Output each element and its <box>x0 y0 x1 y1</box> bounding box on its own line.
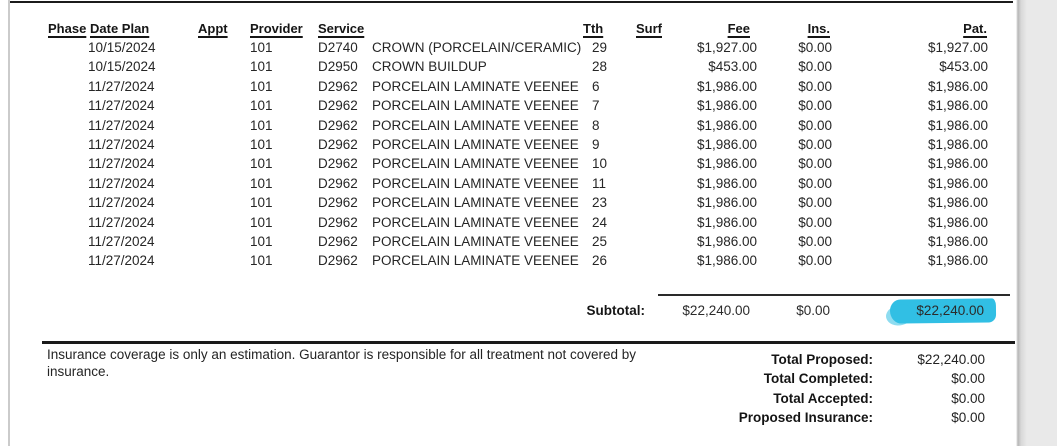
cell-surface <box>630 232 665 251</box>
cell-tooth: 29 <box>592 40 608 55</box>
cell-surface <box>630 57 665 76</box>
cell-fee: $1,986.00 <box>696 175 757 191</box>
disclaimer-line-2: insurance. <box>47 363 110 379</box>
cell-appt <box>166 213 250 232</box>
cell-service-desc: PORCELAIN LAMINATE VEENEE <box>372 253 579 269</box>
cell-phase <box>0 116 88 135</box>
cell-insurance: $0.00 <box>798 117 832 133</box>
cell-service-desc: PORCELAIN LAMINATE VEENEE <box>372 136 579 152</box>
cell-fee: $1,986.00 <box>696 98 757 114</box>
cell-insurance: $0.00 <box>798 195 832 211</box>
header-appt: Appt <box>198 21 228 36</box>
cell-phase <box>0 193 88 212</box>
header-surface: Surf <box>636 21 662 36</box>
subtotal-patient: $22,240.00 <box>916 303 984 318</box>
cell-patient: $1,927.00 <box>927 40 988 55</box>
cell-service-code: D2962 <box>318 117 358 133</box>
cell-fee: $1,986.00 <box>696 136 757 152</box>
cell-surface <box>630 135 665 154</box>
header-fee: Fee <box>727 21 750 36</box>
table-row <box>0 232 988 251</box>
cell-patient: $1,986.00 <box>927 98 988 114</box>
header-tooth: Tth <box>583 21 604 36</box>
disclaimer-line-1: Insurance coverage is only an estimation. Guarantor is responsible for all treatment not covered by <box>47 347 637 362</box>
cell-insurance: $0.00 <box>798 98 832 114</box>
cell-insurance: $0.00 <box>798 59 832 75</box>
table-row <box>0 251 988 270</box>
cell-provider: 101 <box>250 136 273 152</box>
cell-date-plan: 11/27/2024 <box>88 117 155 133</box>
cell-appt <box>166 193 250 212</box>
procedure-rows <box>0 38 988 271</box>
cell-surface <box>630 38 665 57</box>
header-provider: Provider <box>250 21 303 36</box>
cell-service-code: D2962 <box>318 98 358 114</box>
cell-provider: 101 <box>250 98 273 114</box>
cell-service-desc: PORCELAIN LAMINATE VEENEE <box>372 117 579 133</box>
cell-provider: 101 <box>250 175 273 191</box>
table-row <box>0 116 988 135</box>
cell-tooth: 25 <box>592 233 608 249</box>
cell-date-plan: 11/27/2024 <box>88 136 155 152</box>
cell-insurance: $0.00 <box>798 40 832 55</box>
cell-date-plan: 11/27/2024 <box>88 156 155 172</box>
cell-appt <box>166 116 250 135</box>
insurance-disclaimer <box>47 347 667 380</box>
total-proposed-row <box>700 350 985 369</box>
cell-date-plan: 11/27/2024 <box>88 98 155 114</box>
cell-patient: $1,986.00 <box>927 233 988 249</box>
cell-insurance: $0.00 <box>798 156 832 172</box>
cell-service-code: D2962 <box>318 253 358 269</box>
cell-surface <box>630 154 665 173</box>
total-proposed-value: $22,240.00 <box>917 352 985 367</box>
cell-date-plan: 11/27/2024 <box>88 195 155 211</box>
total-completed-value: $0.00 <box>951 371 985 387</box>
subtotal-label: Subtotal: <box>586 303 645 318</box>
cell-surface <box>630 251 665 270</box>
cell-tooth: 10 <box>592 156 608 172</box>
cell-fee: $1,986.00 <box>696 253 757 269</box>
cell-provider: 101 <box>250 233 273 249</box>
cell-date-plan: 11/27/2024 <box>88 233 155 249</box>
bottom-divider-rule <box>42 341 1015 344</box>
subtotal-insurance: $0.00 <box>796 303 830 318</box>
cell-provider: 101 <box>250 156 273 172</box>
cell-phase <box>0 57 88 76</box>
cell-service-code: D2962 <box>318 214 358 230</box>
cell-provider: 101 <box>250 195 273 211</box>
table-row <box>0 77 988 96</box>
cell-service-code: D2740 <box>318 40 358 55</box>
cell-service-desc: PORCELAIN LAMINATE VEENEE <box>372 233 579 249</box>
cell-date-plan: 11/27/2024 <box>88 175 155 191</box>
table-row <box>0 96 988 115</box>
cell-fee: $1,986.00 <box>696 195 757 211</box>
cell-surface <box>630 193 665 212</box>
total-accepted-value: $0.00 <box>951 390 985 406</box>
cell-phase <box>0 232 88 251</box>
table-row <box>0 213 988 232</box>
cell-service-code: D2962 <box>318 156 358 172</box>
cell-tooth: 24 <box>592 214 608 230</box>
table-row <box>0 38 988 57</box>
header-service: Service <box>318 21 365 36</box>
top-horizontal-rule <box>10 1 1013 3</box>
cell-service-desc: PORCELAIN LAMINATE VEENEE <box>372 175 579 191</box>
proposed-insurance-value: $0.00 <box>951 410 985 426</box>
cell-service-desc: PORCELAIN LAMINATE VEENEE <box>372 214 579 230</box>
table-row <box>0 135 988 154</box>
cell-patient: $1,986.00 <box>927 136 988 152</box>
cell-patient: $1,986.00 <box>927 117 988 133</box>
header-phase: Phase <box>48 21 87 36</box>
cell-appt <box>166 251 250 270</box>
cell-surface <box>630 77 665 96</box>
cell-service-desc: CROWN (PORCELAIN/CERAMIC) <box>372 40 582 55</box>
cell-phase <box>0 77 88 96</box>
total-accepted-row <box>700 389 985 408</box>
cell-appt <box>166 174 250 193</box>
cell-service-desc: CROWN BUILDUP <box>372 59 487 75</box>
cell-provider: 101 <box>250 253 273 269</box>
table-row <box>0 154 988 173</box>
cell-phase <box>0 154 88 173</box>
proposed-insurance-label: Proposed Insurance: <box>738 410 873 426</box>
cell-appt <box>166 57 250 76</box>
total-completed-label: Total Completed: <box>763 371 873 387</box>
cell-appt <box>166 232 250 251</box>
cell-date-plan: 11/27/2024 <box>88 253 155 269</box>
cell-service-code: D2962 <box>318 175 358 191</box>
cell-tooth: 8 <box>592 117 600 133</box>
totals-summary <box>700 350 985 428</box>
cell-insurance: $0.00 <box>798 253 832 269</box>
cell-appt <box>166 135 250 154</box>
cell-phase <box>0 174 88 193</box>
cell-date-plan: 10/15/2024 <box>88 59 156 75</box>
cell-phase <box>0 251 88 270</box>
cell-appt <box>166 77 250 96</box>
cell-fee: $1,986.00 <box>696 78 757 94</box>
total-completed-row <box>700 369 985 388</box>
cell-tooth: 23 <box>592 195 608 211</box>
table-row <box>0 193 988 212</box>
header-patient: Pat. <box>963 21 987 36</box>
cell-service-desc: PORCELAIN LAMINATE VEENEE <box>372 98 579 114</box>
total-proposed-label: Total Proposed: <box>771 352 873 367</box>
subtotal-fee: $22,240.00 <box>682 303 750 318</box>
cell-patient: $1,986.00 <box>927 195 988 211</box>
subtotal-rule <box>658 294 1010 296</box>
cell-patient: $1,986.00 <box>927 175 988 191</box>
cell-service-code: D2962 <box>318 233 358 249</box>
cell-patient: $1,986.00 <box>927 253 988 269</box>
cell-surface <box>630 213 665 232</box>
cell-appt <box>166 38 250 57</box>
total-accepted-label: Total Accepted: <box>773 390 873 406</box>
cell-patient: $1,986.00 <box>927 156 988 172</box>
proposed-insurance-row <box>700 408 985 427</box>
header-insurance: Ins. <box>807 21 830 36</box>
cell-provider: 101 <box>250 59 273 75</box>
cell-tooth: 6 <box>592 78 600 94</box>
cell-provider: 101 <box>250 117 273 133</box>
cell-insurance: $0.00 <box>798 233 832 249</box>
cell-insurance: $0.00 <box>798 175 832 191</box>
cell-patient: $1,986.00 <box>927 214 988 230</box>
header-date-plan: Date Plan <box>90 21 150 36</box>
cell-surface <box>630 96 665 115</box>
cell-provider: 101 <box>250 40 273 55</box>
cell-service-desc: PORCELAIN LAMINATE VEENEE <box>372 195 579 211</box>
cell-tooth: 26 <box>592 253 608 269</box>
table-row <box>0 174 988 193</box>
cell-surface <box>630 116 665 135</box>
cell-fee: $453.00 <box>708 59 757 75</box>
cell-tooth: 7 <box>592 98 600 114</box>
cell-phase <box>0 135 88 154</box>
cell-insurance: $0.00 <box>798 78 832 94</box>
cell-insurance: $0.00 <box>798 214 832 230</box>
scan-right-margin <box>1016 0 1057 446</box>
cell-fee: $1,986.00 <box>696 214 757 230</box>
cell-tooth: 9 <box>592 136 600 152</box>
cell-surface <box>630 174 665 193</box>
cell-service-desc: PORCELAIN LAMINATE VEENEE <box>372 78 579 94</box>
cell-provider: 101 <box>250 78 273 94</box>
cell-service-code: D2962 <box>318 195 358 211</box>
cell-patient: $453.00 <box>939 59 988 75</box>
cell-appt <box>166 96 250 115</box>
cell-tooth: 11 <box>592 175 607 191</box>
cell-tooth: 28 <box>592 59 608 75</box>
cell-phase <box>0 38 88 57</box>
cell-service-desc: PORCELAIN LAMINATE VEENEE <box>372 156 579 172</box>
cell-phase <box>0 96 88 115</box>
cell-date-plan: 11/27/2024 <box>88 214 155 230</box>
table-row <box>0 57 988 76</box>
cell-fee: $1,986.00 <box>696 233 757 249</box>
cell-service-code: D2950 <box>318 59 358 75</box>
cell-patient: $1,986.00 <box>927 78 988 94</box>
cell-service-code: D2962 <box>318 136 358 152</box>
cell-date-plan: 11/27/2024 <box>88 78 155 94</box>
cell-date-plan: 10/15/2024 <box>88 40 156 55</box>
cell-fee: $1,986.00 <box>696 156 757 172</box>
cell-insurance: $0.00 <box>798 136 832 152</box>
cell-service-code: D2962 <box>318 78 358 94</box>
cell-provider: 101 <box>250 214 273 230</box>
cell-appt <box>166 154 250 173</box>
cell-phase <box>0 213 88 232</box>
cell-fee: $1,986.00 <box>696 117 757 133</box>
cell-fee: $1,927.00 <box>696 40 757 55</box>
